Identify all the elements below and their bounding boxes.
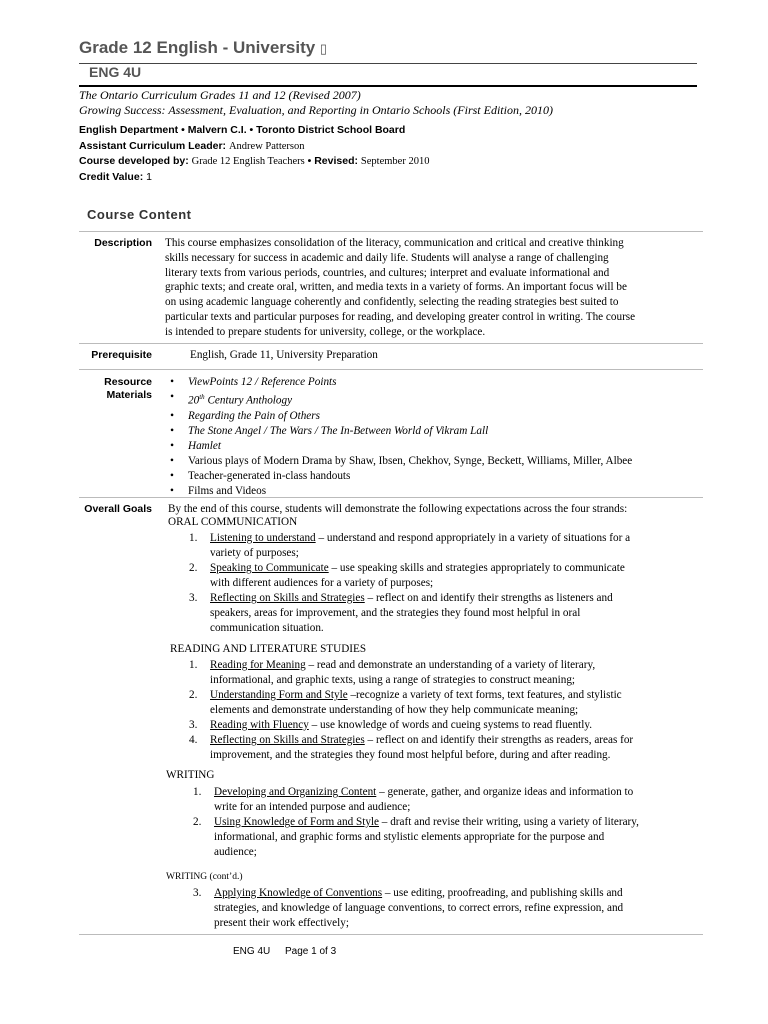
- goal-text: audience;: [214, 845, 257, 858]
- credit-label: Credit Value:: [79, 171, 144, 183]
- leader-line: [79, 140, 305, 152]
- list-item: • Regarding the Pain of Others: [168, 409, 708, 424]
- header-rule: [79, 85, 697, 87]
- description-line: This course emphasizes consolidation of the literacy, communication and critical and creative thinking: [165, 237, 624, 249]
- goal-title: Reading with Fluency: [210, 719, 309, 731]
- description-line: skills necessary for success in academic and daily life. Students will analyse a range of challenging: [165, 251, 609, 264]
- goal-text: speakers, areas for improvement, and the strategies they found most helpful in oral: [210, 606, 581, 619]
- goal-text: – draft and revise their writing, using a variety of literary,: [379, 816, 639, 828]
- prerequisite-value: English, Grade 11, University Preparation: [190, 349, 378, 361]
- goal-title: Using Knowledge of Form and Style: [214, 816, 379, 828]
- goal-text: improvement, and the strategies they found most helpful before, during and after reading.: [210, 748, 611, 761]
- revised-label: • Revised:: [307, 155, 358, 167]
- goal-text: elements and demonstrate understanding of how they help communicate meaning;: [210, 703, 579, 716]
- goal-number: 3.: [189, 719, 198, 731]
- resource-list: [168, 375, 708, 499]
- goal-text: informational, and graphic forms and stylistic elements appropriate for the purpose and: [214, 830, 605, 843]
- goal-title: Reflecting on Skills and Strategies: [210, 592, 365, 604]
- title-text: Grade 12 English - University: [79, 38, 320, 57]
- developed-value: Grade 12 English Teachers: [191, 156, 305, 167]
- list-item: • Films and Videos: [168, 484, 708, 499]
- goal-text: write for an intended purpose and audience;: [214, 800, 411, 813]
- resource-label: [79, 376, 152, 402]
- footer-page: Page 1 of 3: [285, 946, 337, 957]
- prerequisite-label: Prerequisite: [91, 349, 152, 361]
- goal-text: – reflect on and identify their strengths as readers, areas for: [364, 734, 634, 746]
- goal-text: with different audiences for a variety of purposes;: [210, 576, 434, 589]
- description-line: literary texts from various periods, countries, and cultures; interpret and evaluate informational and: [165, 266, 610, 279]
- goal-text: – reflect on and identify their strengths as listeners and: [364, 592, 613, 604]
- row-divider: [79, 934, 703, 935]
- resource-label-line: Materials: [106, 389, 152, 401]
- goal-number: 1.: [189, 532, 198, 544]
- goal-title: Reflecting on Skills and Strategies: [210, 734, 365, 746]
- goal-title: Understanding Form and Style: [210, 689, 348, 701]
- row-divider: [79, 343, 703, 344]
- description-line: is intended to prepare students for university, college, or the workplace.: [165, 325, 486, 338]
- growing-success-reference: Growing Success: Assessment, Evaluation, and Reporting in Ontario Schools (First Edition, 2010): [79, 103, 553, 117]
- goal-text: – use editing, proofreading, and publishing skills and: [382, 887, 623, 899]
- list-item: • ViewPoints 12 / Reference Points: [168, 375, 708, 390]
- row-divider: [79, 369, 703, 370]
- description-line: particular texts and particular purposes for reading, and developing greater control in writing. The course: [165, 310, 636, 323]
- goal-title: Developing and Organizing Content: [214, 786, 377, 798]
- goal-text: – read and demonstrate an understanding of a variety of literary,: [305, 659, 596, 671]
- list-item: • 20th Century Anthology: [168, 390, 708, 409]
- strand-title-writing-cont: WRITING (cont’d.): [166, 872, 243, 882]
- goal-title: Speaking to Communicate: [210, 562, 329, 574]
- goal-number: 3.: [189, 592, 198, 604]
- goal-text: – generate, gather, and organize ideas and information to: [376, 786, 634, 798]
- footer-code: ENG 4U: [233, 946, 271, 957]
- goal-title: Applying Knowledge of Conventions: [214, 887, 383, 899]
- goal-number: 1.: [189, 659, 198, 671]
- goal-title: Reading for Meaning: [210, 659, 306, 671]
- goal-number: 2.: [189, 689, 198, 701]
- goal-text: informational, and graphic texts, using a range of strategies to construct meaning;: [210, 673, 576, 686]
- developed-line: [79, 155, 429, 167]
- goal-text: strategies, and knowledge of language conventions, to correct errors, refine expression, and: [214, 901, 624, 914]
- list-item: • The Stone Angel / The Wars / The In-Between World of Vikram Lall: [168, 424, 708, 439]
- developed-label: Course developed by:: [79, 155, 189, 167]
- goal-text: – use speaking skills and strategies appropriately to communicate: [328, 562, 625, 574]
- goal-text: variety of purposes;: [210, 546, 299, 559]
- goal-text: – use knowledge of words and cueing systems to read fluently.: [308, 719, 593, 731]
- goals-intro: By the end of this course, students will demonstrate the following expectations across the four strands:: [168, 503, 628, 515]
- section-title: Course Content: [87, 207, 192, 222]
- list-item: • Various plays of Modern Drama by Shaw, Ibsen, Chekhov, Synge, Beckett, Williams, Miller, Albee: [168, 454, 708, 469]
- row-divider: [79, 497, 703, 498]
- revised-value: September 2010: [360, 156, 430, 167]
- goal-number: 3.: [193, 887, 202, 899]
- list-item: • Teacher-generated in-class handouts: [168, 469, 708, 484]
- title-glyph: ▯: [319, 41, 328, 56]
- row-divider: [79, 231, 703, 232]
- page-title: [79, 38, 327, 58]
- goal-number: 2.: [189, 562, 198, 574]
- goal-text: – understand and respond appropriately in a variety of situations for a: [315, 532, 631, 544]
- strand-title-reading: READING AND LITERATURE STUDIES: [170, 643, 367, 655]
- leader-value: Andrew Patterson: [228, 141, 305, 152]
- description-line: on using academic language coherently and confidently, selecting the reading strategies best suited to: [165, 296, 619, 309]
- description-text: [165, 236, 705, 340]
- resource-label-line: Resource: [104, 376, 152, 388]
- title-rule: [79, 63, 697, 64]
- list-item: • Hamlet: [168, 439, 708, 454]
- goal-text: present their work effectively;: [214, 916, 349, 929]
- strand-title-oral: ORAL COMMUNICATION: [168, 516, 298, 528]
- strand-title-writing: WRITING: [166, 769, 215, 781]
- credit-line: [79, 171, 152, 183]
- goal-number: 1.: [193, 786, 202, 798]
- goal-title: Listening to understand: [210, 532, 316, 544]
- leader-label: Assistant Curriculum Leader:: [79, 140, 227, 152]
- description-line: graphic texts; and create oral, written, and media texts in a variety of forms. An important focus will be: [165, 281, 627, 294]
- goal-text: –recognize a variety of text forms, text features, and stylistic: [347, 689, 622, 701]
- goals-label: Overall Goals: [84, 503, 152, 515]
- goal-text: communication situation.: [210, 621, 324, 634]
- goal-number: 2.: [193, 816, 202, 828]
- credit-value: 1: [146, 171, 152, 183]
- course-code: ENG 4U: [89, 64, 142, 80]
- curriculum-reference: The Ontario Curriculum Grades 11 and 12 (Revised 2007): [79, 88, 361, 102]
- description-label: Description: [94, 237, 152, 249]
- department-line: English Department • Malvern C.I. • Toronto District School Board: [79, 124, 406, 136]
- goal-number: 4.: [189, 734, 198, 746]
